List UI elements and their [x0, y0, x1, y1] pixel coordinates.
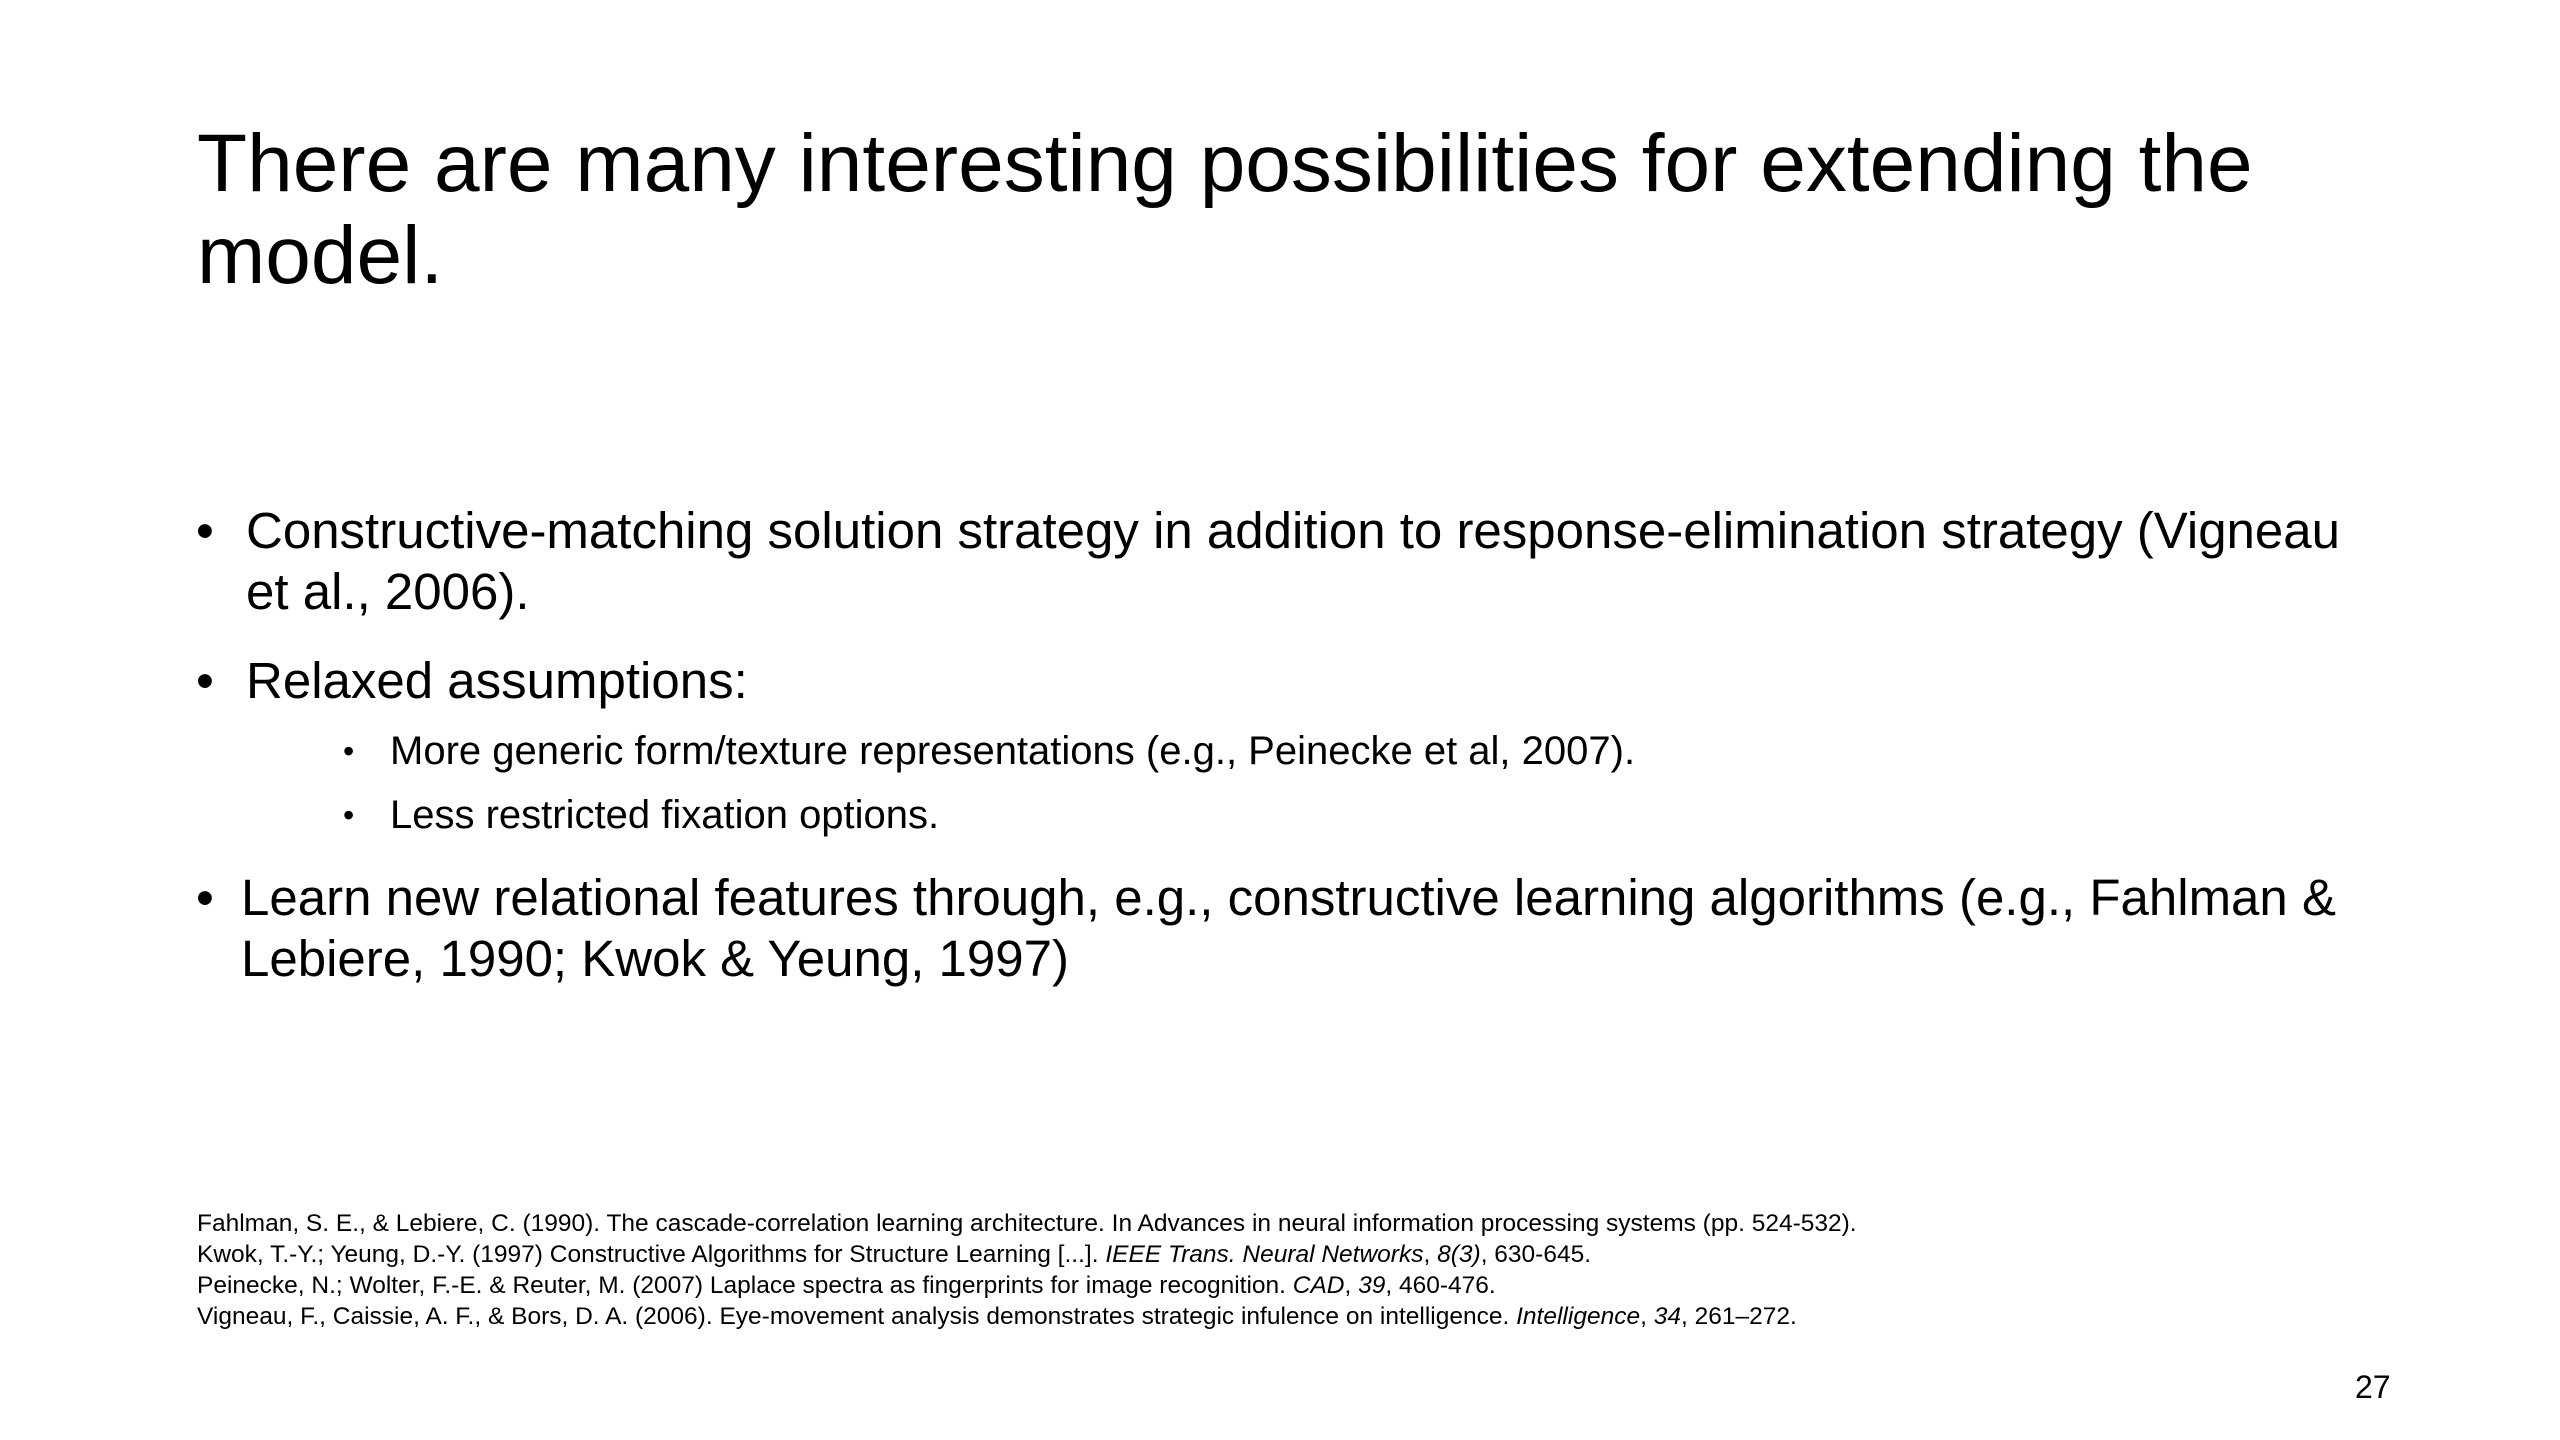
- reference-journal: IEEE Trans. Neural Networks: [1105, 1241, 1424, 1268]
- reference-pages: , 630-645.: [1480, 1241, 1592, 1268]
- reference-entry: [197, 1270, 2497, 1301]
- reference-journal: Intelligence: [1516, 1303, 1641, 1330]
- reference-entry: [197, 1301, 2497, 1332]
- reference-separator: ,: [1423, 1241, 1438, 1268]
- sub-bullet-list: [246, 727, 2396, 839]
- bullet-item: [196, 500, 2396, 622]
- sub-bullet-item: [246, 791, 2396, 839]
- sub-bullet-text: More generic form/texture representations (e.g., Peinecke et al, 2007).: [390, 729, 1636, 773]
- reference-text: Vigneau, F., Caissie, A. F., & Bors, D. A. (2006). Eye-movement analysis demonstrates strategic infulence on intelligence.: [197, 1303, 1517, 1330]
- reference-separator: ,: [1344, 1272, 1359, 1299]
- bullet-item: [196, 867, 2396, 989]
- bullet-text: Constructive-matching solution strategy in addition to response-elimination strategy (Vigneau et al., 2006).: [246, 502, 2341, 620]
- reference-entry: [197, 1239, 2497, 1270]
- bullet-text: Relaxed assumptions:: [246, 652, 748, 709]
- bullet-marker: •: [196, 502, 214, 559]
- reference-pages: , 460-476.: [1385, 1272, 1496, 1299]
- sub-bullet-marker: •: [343, 733, 355, 769]
- bullet-marker: •: [196, 652, 214, 709]
- reference-volume: 39: [1358, 1272, 1386, 1299]
- reference-separator: ,: [1640, 1303, 1654, 1330]
- reference-volume: 8(3): [1437, 1241, 1481, 1268]
- bullet-list: [196, 500, 2396, 1017]
- sub-bullet-text: Less restricted fixation options.: [390, 793, 940, 837]
- sub-bullet-marker: •: [343, 797, 355, 833]
- reference-pages: , 261–272.: [1680, 1303, 1797, 1330]
- slide-title: There are many interesting possibilities for extending the model.: [197, 118, 2253, 301]
- references: [197, 1208, 2497, 1332]
- sub-bullet-item: [246, 727, 2396, 775]
- bullet-marker: •: [196, 869, 214, 926]
- reference-volume: 34: [1653, 1303, 1681, 1330]
- reference-text: Kwok, T.-Y.; Yeung, D.-Y. (1997) Constructive Algorithms for Structure Learning [...].: [197, 1241, 1106, 1268]
- reference-entry: [197, 1208, 2497, 1239]
- page-number: 27: [2355, 1369, 2391, 1405]
- reference-journal: CAD: [1292, 1272, 1345, 1299]
- bullet-text: Learn new relational features through, e.g., constructive learning algorithms (e.g., Fahlman & Lebiere, 1990; Kwok & Yeung, 1997): [241, 869, 2336, 987]
- reference-text: Fahlman, S. E., & Lebiere, C. (1990). The cascade-correlation learning architecture. In Advances in neural information processing systems (pp. 524-532).: [197, 1210, 1857, 1237]
- reference-text: Peinecke, N.; Wolter, F.-E. & Reuter, M. (2007) Laplace spectra as fingerprints for image recognition.: [197, 1272, 1293, 1299]
- bullet-item: [196, 650, 2396, 839]
